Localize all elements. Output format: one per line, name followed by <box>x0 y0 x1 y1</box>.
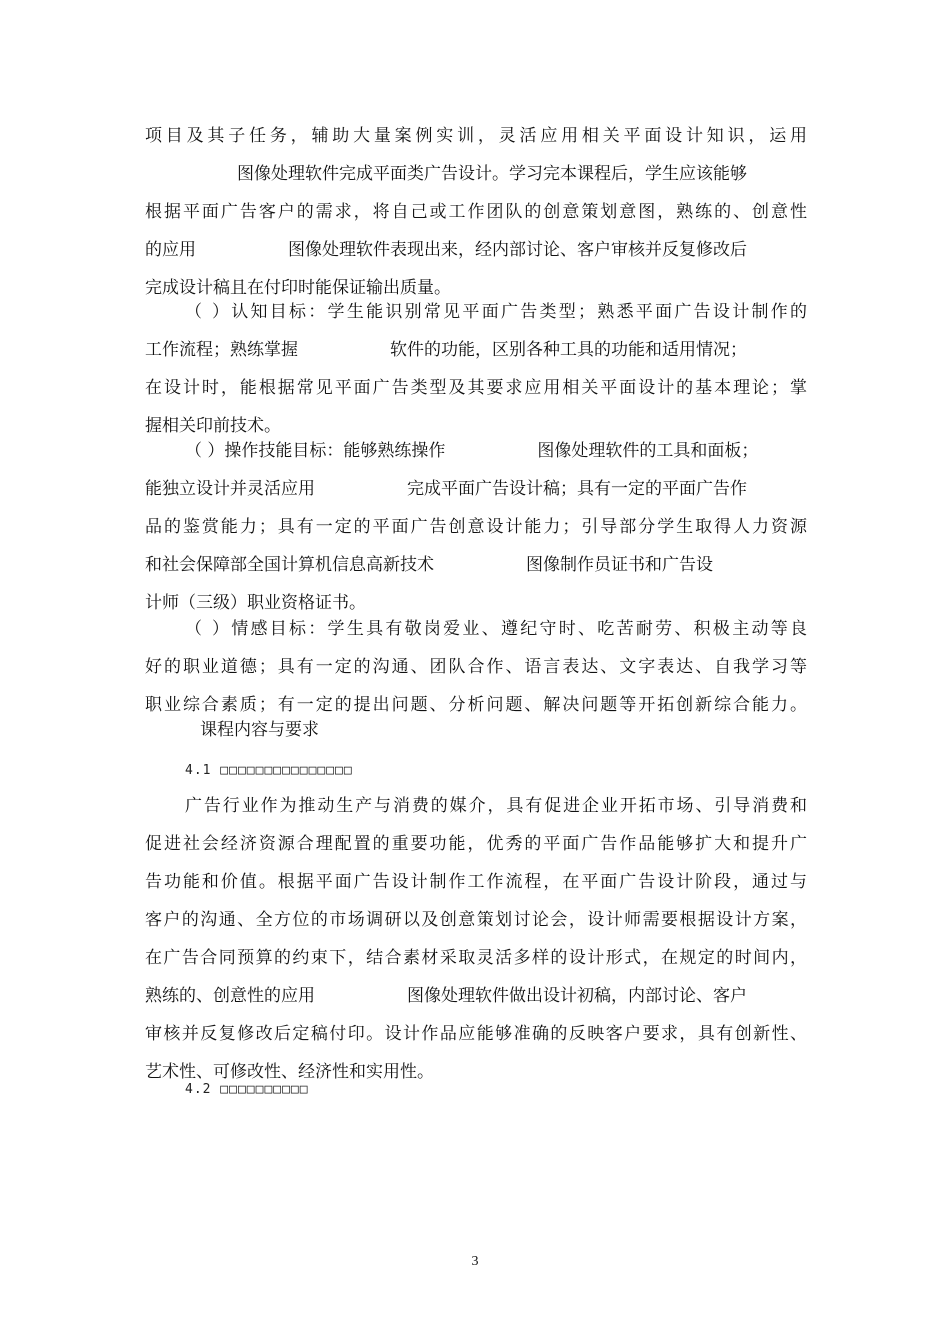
text-line <box>145 470 807 508</box>
subsection-heading-4-1: 4.1 □□□□□□□□□□□□□□□ <box>185 763 353 778</box>
text-line: 根据平面广告客户的需求，将自己或工作团队的创意策划意图，熟练的、创意性 <box>145 202 807 222</box>
text-line <box>145 231 807 269</box>
text-line: 在设计时，能根据常见平面广告类型及其要求应用相关平面设计的基本理论；掌 <box>145 378 807 398</box>
cognitive-goal-paragraph <box>145 293 807 445</box>
text-segment: 工作流程；熟练掌握 <box>145 340 298 360</box>
text-line: 握相关印前技术。 <box>145 416 281 436</box>
emotion-goal-paragraph <box>145 610 807 724</box>
text-line: 艺术性、可修改性、经济性和实用性。 <box>145 1062 434 1082</box>
text-line: 促进社会经济资源合理配置的重要功能，优秀的平面广告作品能够扩大和提升广 <box>145 834 807 854</box>
text-line: 在广告合同预算的约束下，结合素材采取灵活多样的设计形式，在规定的时间内， <box>145 948 807 968</box>
text-line: 品的鉴赏能力；具有一定的平面广告创意设计能力；引导部分学生取得人力资源 <box>145 517 807 537</box>
subsection-heading-4-2: 4.2 □□□□□□□□□□ <box>185 1082 309 1097</box>
text-line: 好的职业道德；具有一定的沟通、团队合作、语言表达、文字表达、自我学习等 <box>145 657 807 677</box>
text-line <box>145 546 807 584</box>
page-number: 3 <box>471 1254 479 1269</box>
text-line <box>145 331 807 369</box>
text-line: 广告行业作为推动生产与消费的媒介，具有促进企业开拓市场、引导消费和 <box>185 796 807 816</box>
section-heading: 课程内容与要求 <box>200 720 319 740</box>
text-segment: （ ）操作技能目标：能够熟练操作 <box>185 441 446 461</box>
section-4-1-paragraph <box>145 787 807 1091</box>
text-line: 完成设计稿且在付印时能保证输出质量。 <box>145 278 451 298</box>
text-segment: 图像处理软件表现出来，经内部讨论、客户审核并反复修改后 <box>288 240 747 260</box>
text-segment: 图像处理软件做出设计初稿，内部讨论、客户 <box>407 986 747 1006</box>
text-line: （ ）认知目标：学生能识别常见平面广告类型；熟悉平面广告设计制作的 <box>185 302 807 322</box>
text-line: 告功能和价值。根据平面广告设计制作工作流程，在平面广告设计阶段，通过与 <box>145 872 807 892</box>
text-segment: 的应用 <box>145 240 196 260</box>
text-line: 审核并反复修改后定稿付印。设计作品应能够准确的反映客户要求，具有创新性、 <box>145 1024 807 1044</box>
text-line <box>145 155 807 193</box>
text-segment: 软件的功能，区别各种工具的功能和适用情况； <box>390 340 747 360</box>
text-segment: 和社会保障部全国计算机信息高新技术 <box>145 555 434 575</box>
text-line: （ ）情感目标：学生具有敬岗爱业、遵纪守时、吃苦耐劳、积极主动等良 <box>185 619 807 639</box>
text-line: 职业综合素质；有一定的提出问题、分析问题、解决问题等开拓创新综合能力。 <box>145 695 807 715</box>
text-segment: 能独立设计并灵活应用 <box>145 479 315 499</box>
text-segment: 图像处理软件的工具和面板； <box>537 441 759 461</box>
intro-paragraph <box>145 117 807 307</box>
text-line: 项目及其子任务，辅助大量案例实训，灵活应用相关平面设计知识，运用 <box>145 126 807 146</box>
text-segment: 图像处理软件完成平面类广告设计。学习完本课程后，学生应该能够 <box>237 164 747 184</box>
text-segment: 图像制作员证书和广告设 <box>526 555 713 575</box>
text-line: 客户的沟通、全方位的市场调研以及创意策划讨论会，设计师需要根据设计方案， <box>145 910 807 930</box>
text-segment: 完成平面广告设计稿；具有一定的平面广告作 <box>407 479 747 499</box>
text-line <box>145 977 807 1015</box>
skill-goal-paragraph <box>145 432 807 622</box>
text-line <box>145 432 807 470</box>
text-segment: 熟练的、创意性的应用 <box>145 986 315 1006</box>
text-line: 计师（三级）职业资格证书。 <box>145 593 366 613</box>
